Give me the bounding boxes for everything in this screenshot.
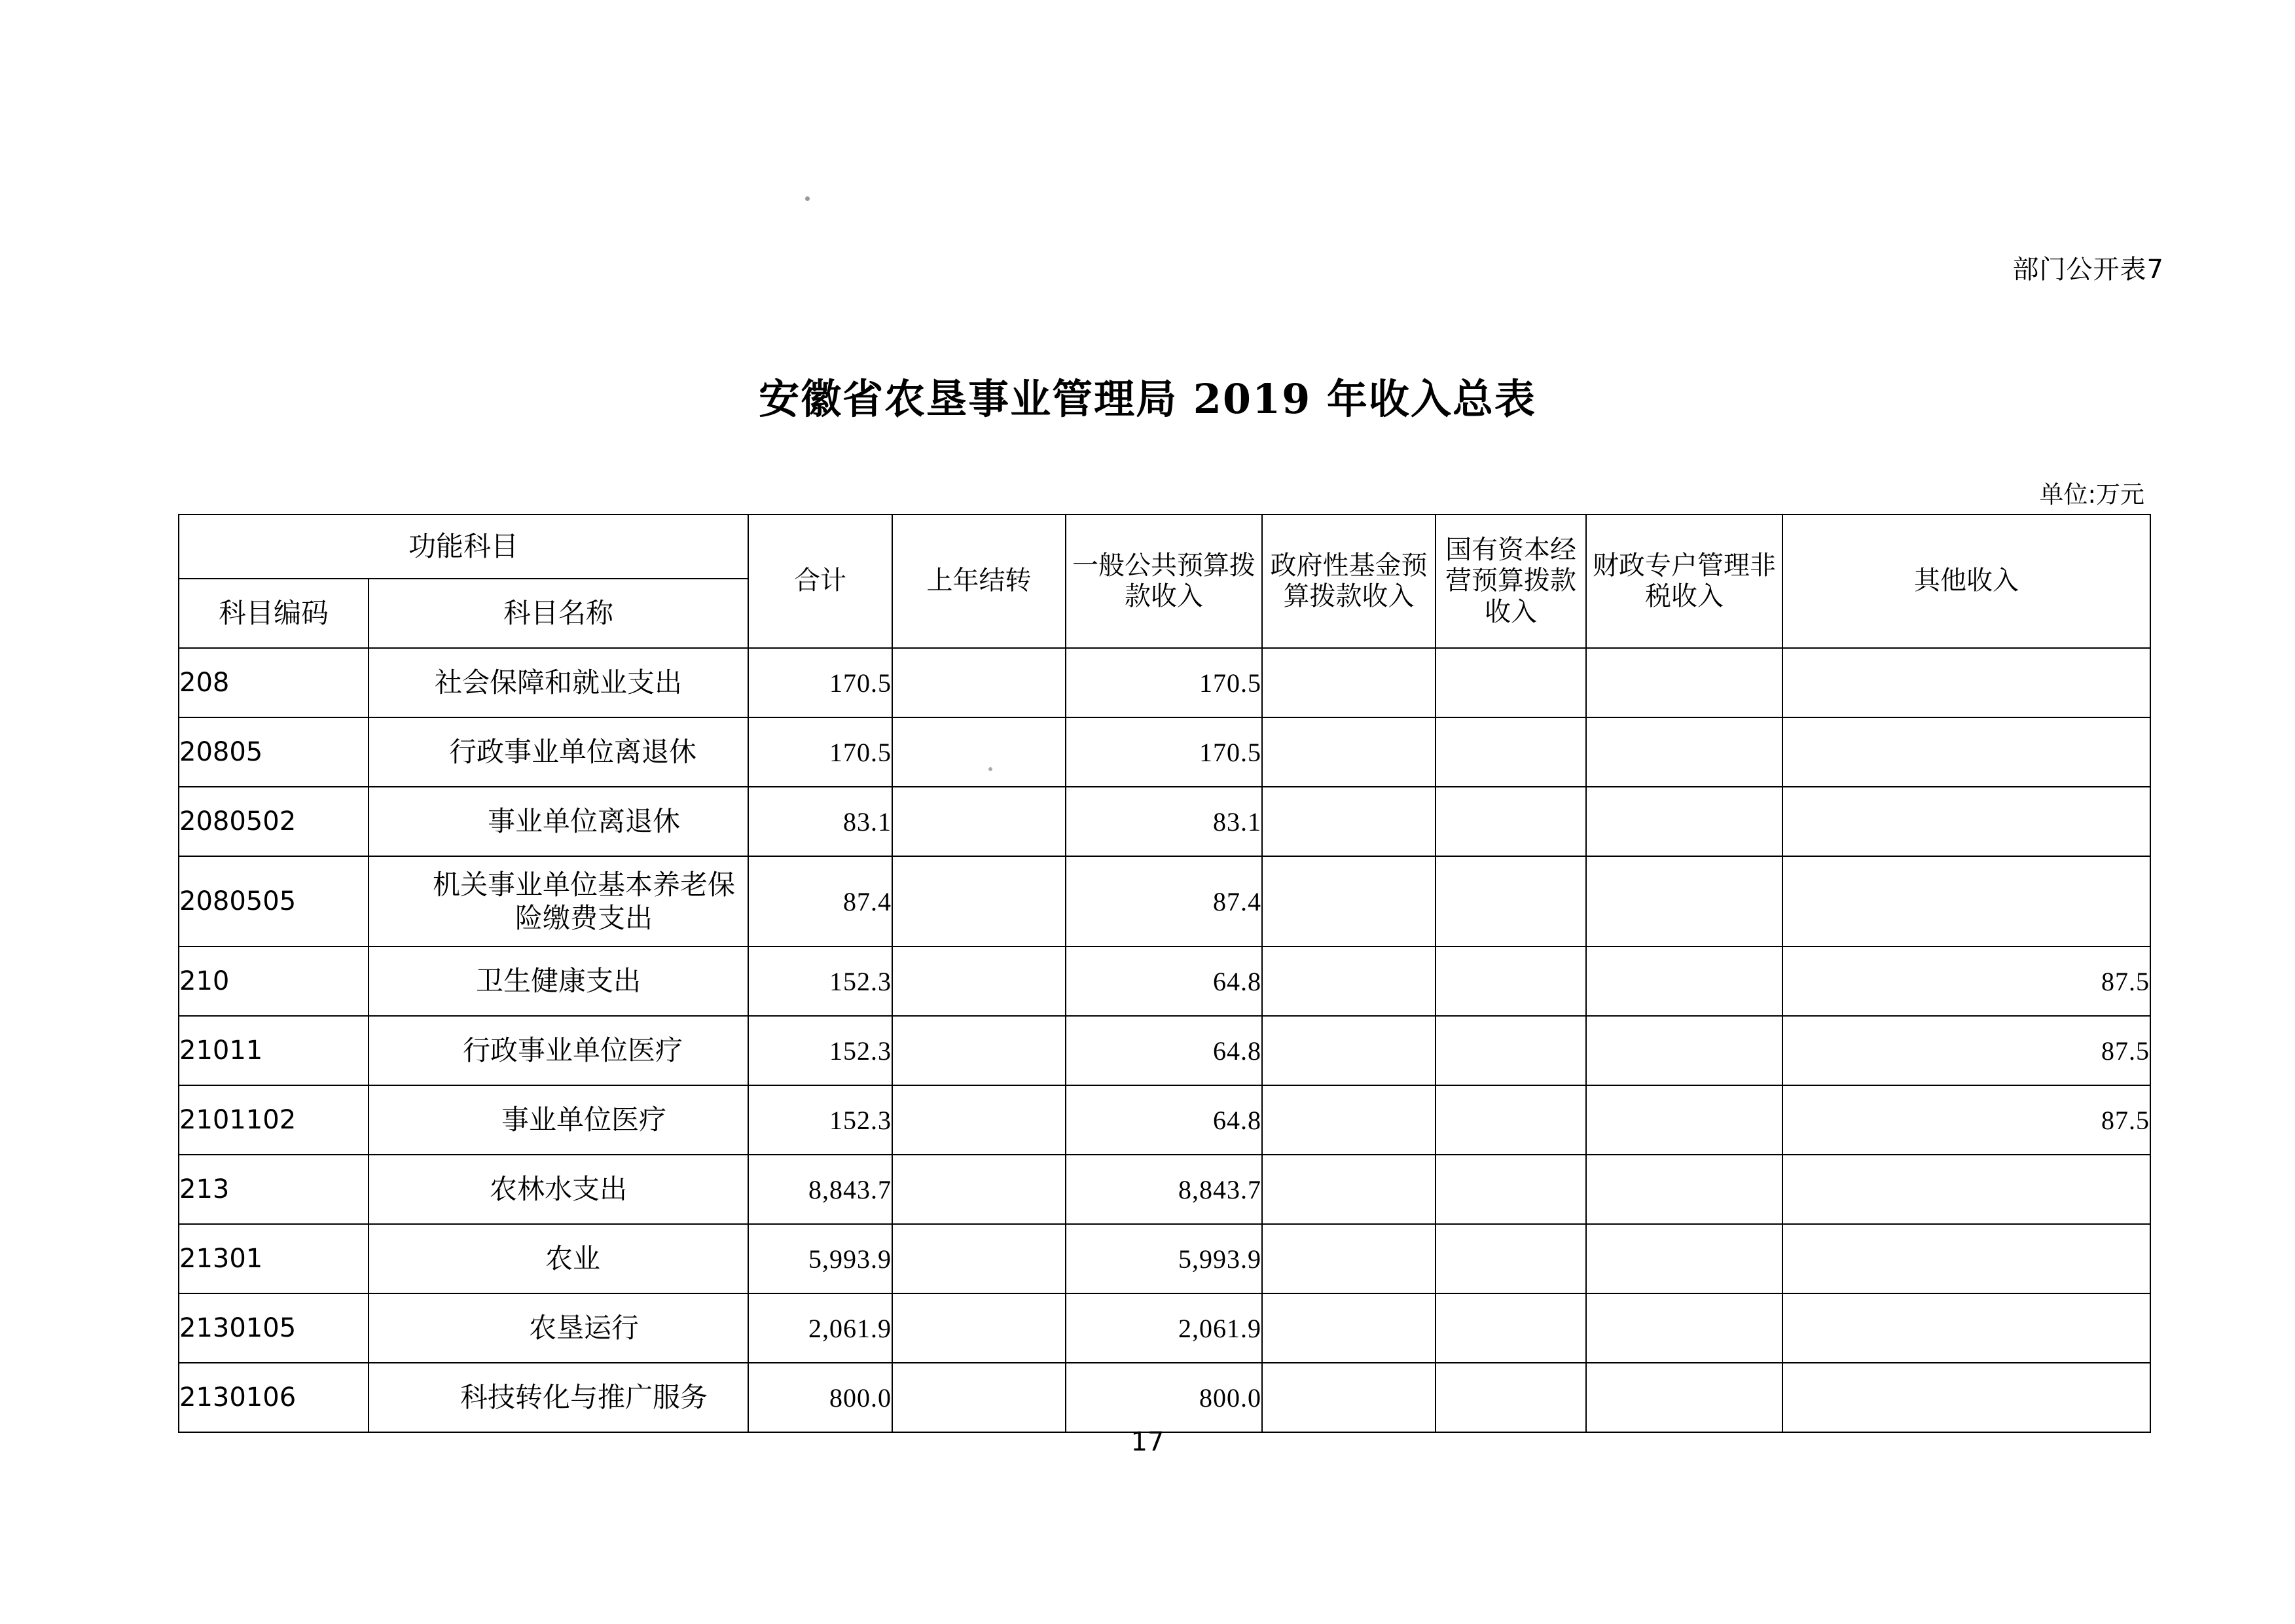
table-row <box>179 1293 2150 1363</box>
cell-fiscal-account <box>1586 1293 1782 1363</box>
cell-fiscal-account <box>1586 856 1782 947</box>
cell-fiscal-account <box>1586 1016 1782 1085</box>
table-row <box>179 1085 2150 1155</box>
scan-artifact-dot <box>805 196 810 201</box>
cell-carryover <box>892 1016 1066 1085</box>
cell-code: 2101102 <box>179 1085 369 1155</box>
cell-code: 208 <box>179 648 369 717</box>
cell-other-income <box>1782 1155 2150 1224</box>
cell-total: 152.3 <box>748 947 892 1016</box>
header-soe-capital: 国有资本经营预算拨款收入 <box>1436 514 1586 648</box>
cell-carryover <box>892 1155 1066 1224</box>
cell-carryover <box>892 856 1066 947</box>
cell-total: 83.1 <box>748 787 892 856</box>
cell-code: 20805 <box>179 717 369 787</box>
cell-other-income: 87.5 <box>1782 947 2150 1016</box>
cell-carryover <box>892 1363 1066 1432</box>
header-public-budget: 一般公共预算拨款收入 <box>1066 514 1262 648</box>
cell-other-income <box>1782 1224 2150 1293</box>
cell-name: 卫生健康支出 <box>369 947 748 1016</box>
cell-name: 机关事业单位基本养老保险缴费支出 <box>369 856 748 947</box>
cell-gov-fund <box>1262 1363 1436 1432</box>
cell-soe-capital <box>1436 947 1586 1016</box>
cell-carryover <box>892 648 1066 717</box>
cell-other-income <box>1782 648 2150 717</box>
cell-code: 2080502 <box>179 787 369 856</box>
cell-gov-fund <box>1262 947 1436 1016</box>
cell-total: 2,061.9 <box>748 1293 892 1363</box>
page-header-label: 部门公开表7 <box>2012 255 2164 285</box>
cell-carryover <box>892 1085 1066 1155</box>
header-function-group: 功能科目 <box>179 514 748 579</box>
cell-fiscal-account <box>1586 1224 1782 1293</box>
cell-other-income <box>1782 1293 2150 1363</box>
cell-soe-capital <box>1436 1085 1586 1155</box>
table-row <box>179 1363 2150 1432</box>
cell-gov-fund <box>1262 1293 1436 1363</box>
table-row <box>179 1016 2150 1085</box>
header-total: 合计 <box>748 514 892 648</box>
header-fiscal-account: 财政专户管理非税收入 <box>1586 514 1782 648</box>
cell-total: 800.0 <box>748 1363 892 1432</box>
cell-name: 农林水支出 <box>369 1155 748 1224</box>
cell-total: 5,993.9 <box>748 1224 892 1293</box>
cell-other-income: 87.5 <box>1782 1085 2150 1155</box>
table-row <box>179 787 2150 856</box>
cell-fiscal-account <box>1586 1363 1782 1432</box>
cell-code: 213 <box>179 1155 369 1224</box>
cell-fiscal-account <box>1586 787 1782 856</box>
cell-total: 87.4 <box>748 856 892 947</box>
page-title: 安徽省农垦事业管理局 2019 年收入总表 <box>759 375 1536 423</box>
cell-public-budget: 5,993.9 <box>1066 1224 1262 1293</box>
cell-carryover <box>892 1224 1066 1293</box>
cell-name: 事业单位离退休 <box>369 787 748 856</box>
cell-public-budget: 8,843.7 <box>1066 1155 1262 1224</box>
cell-carryover <box>892 717 1066 787</box>
table-row <box>179 856 2150 947</box>
table-row <box>179 717 2150 787</box>
cell-total: 152.3 <box>748 1085 892 1155</box>
cell-soe-capital <box>1436 1363 1586 1432</box>
cell-code: 210 <box>179 947 369 1016</box>
cell-name: 社会保障和就业支出 <box>369 648 748 717</box>
cell-gov-fund <box>1262 717 1436 787</box>
cell-name: 行政事业单位医疗 <box>369 1016 748 1085</box>
header-gov-fund: 政府性基金预算拨款收入 <box>1262 514 1436 648</box>
cell-gov-fund <box>1262 1085 1436 1155</box>
cell-public-budget: 170.5 <box>1066 648 1262 717</box>
cell-fiscal-account <box>1586 1085 1782 1155</box>
header-other-income: 其他收入 <box>1782 514 2150 648</box>
cell-code: 21011 <box>179 1016 369 1085</box>
cell-total: 170.5 <box>748 648 892 717</box>
cell-public-budget: 64.8 <box>1066 947 1262 1016</box>
cell-soe-capital <box>1436 717 1586 787</box>
cell-gov-fund <box>1262 1016 1436 1085</box>
cell-soe-capital <box>1436 1293 1586 1363</box>
cell-public-budget: 64.8 <box>1066 1016 1262 1085</box>
income-summary-table <box>178 514 2151 1433</box>
cell-other-income <box>1782 1363 2150 1432</box>
table-row <box>179 1155 2150 1224</box>
cell-soe-capital <box>1436 1155 1586 1224</box>
cell-total: 8,843.7 <box>748 1155 892 1224</box>
cell-total: 152.3 <box>748 1016 892 1085</box>
cell-fiscal-account <box>1586 648 1782 717</box>
cell-code: 2130105 <box>179 1293 369 1363</box>
cell-name: 农垦运行 <box>369 1293 748 1363</box>
cell-gov-fund <box>1262 1155 1436 1224</box>
cell-other-income: 87.5 <box>1782 1016 2150 1085</box>
cell-other-income <box>1782 787 2150 856</box>
cell-soe-capital <box>1436 787 1586 856</box>
cell-fiscal-account <box>1586 717 1782 787</box>
cell-public-budget: 170.5 <box>1066 717 1262 787</box>
table-header-row-1 <box>179 514 2150 579</box>
cell-code: 2080505 <box>179 856 369 947</box>
table-row <box>179 1224 2150 1293</box>
cell-public-budget: 87.4 <box>1066 856 1262 947</box>
cell-name: 科技转化与推广服务 <box>369 1363 748 1432</box>
cell-fiscal-account <box>1586 1155 1782 1224</box>
unit-note: 单位:万元 <box>2039 480 2144 509</box>
cell-gov-fund <box>1262 648 1436 717</box>
cell-public-budget: 800.0 <box>1066 1363 1262 1432</box>
cell-total: 170.5 <box>748 717 892 787</box>
header-subject-name: 科目名称 <box>369 579 748 648</box>
table-row <box>179 648 2150 717</box>
cell-other-income <box>1782 856 2150 947</box>
cell-carryover <box>892 1293 1066 1363</box>
cell-gov-fund <box>1262 787 1436 856</box>
cell-other-income <box>1782 717 2150 787</box>
table-body <box>179 648 2150 1432</box>
cell-public-budget: 64.8 <box>1066 1085 1262 1155</box>
cell-soe-capital <box>1436 1224 1586 1293</box>
header-carryover: 上年结转 <box>892 514 1066 648</box>
cell-name: 行政事业单位离退休 <box>369 717 748 787</box>
cell-gov-fund <box>1262 1224 1436 1293</box>
page-number: 17 <box>1130 1427 1165 1457</box>
cell-soe-capital <box>1436 648 1586 717</box>
table-row <box>179 947 2150 1016</box>
cell-public-budget: 83.1 <box>1066 787 1262 856</box>
cell-code: 2130106 <box>179 1363 369 1432</box>
cell-public-budget: 2,061.9 <box>1066 1293 1262 1363</box>
cell-name: 农业 <box>369 1224 748 1293</box>
cell-soe-capital <box>1436 856 1586 947</box>
cell-fiscal-account <box>1586 947 1782 1016</box>
cell-gov-fund <box>1262 856 1436 947</box>
cell-code: 21301 <box>179 1224 369 1293</box>
cell-soe-capital <box>1436 1016 1586 1085</box>
cell-name: 事业单位医疗 <box>369 1085 748 1155</box>
header-subject-code: 科目编码 <box>179 579 369 648</box>
cell-carryover <box>892 787 1066 856</box>
cell-carryover <box>892 947 1066 1016</box>
table-header <box>179 514 2150 648</box>
